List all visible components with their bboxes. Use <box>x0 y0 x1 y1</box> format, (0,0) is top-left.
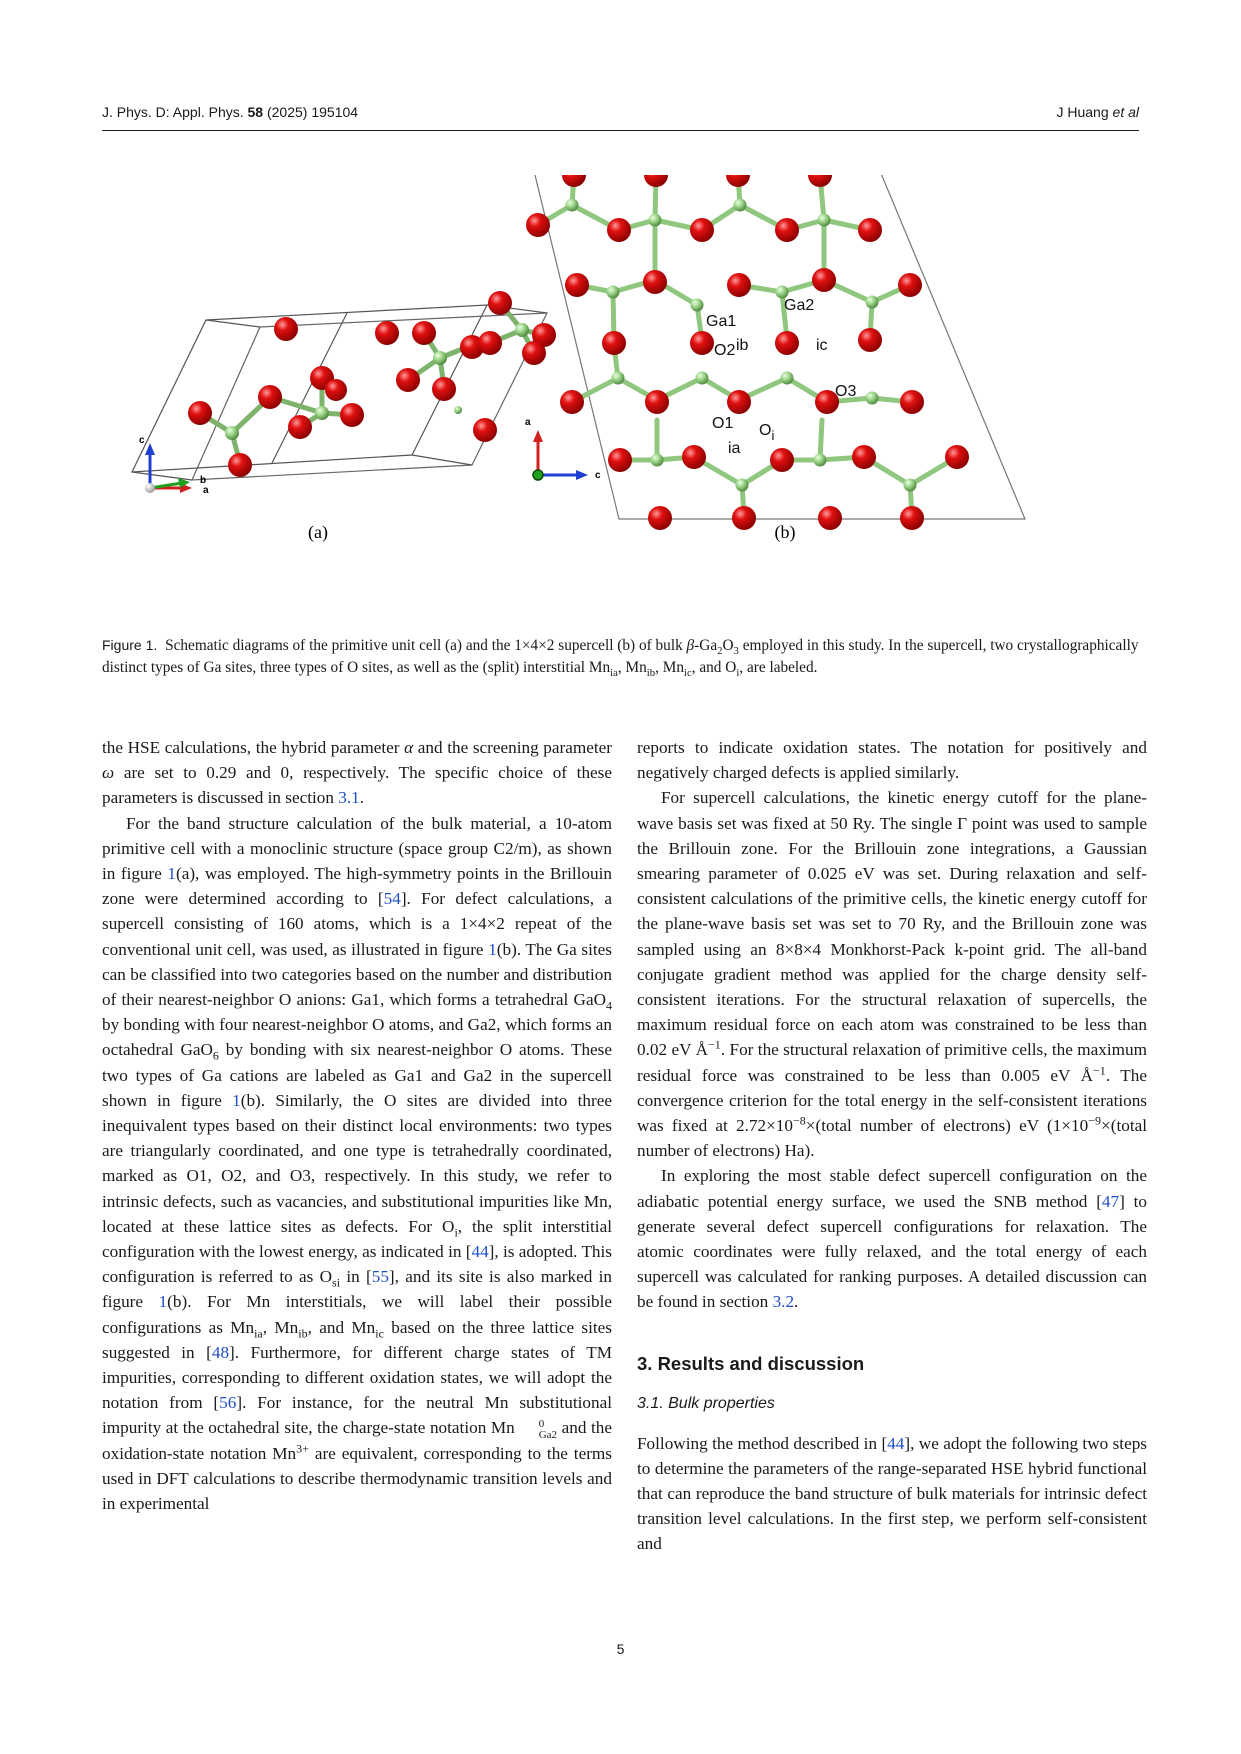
right-column <box>637 735 1147 1557</box>
figure-caption: Figure 1. Schematic diagrams of the primitive unit cell (a) and the 1×4×2 supercell (b) of bulk $\beta-Ga_2O_3$ employed in this study. In the supercell, two crystallographically distinct types of Ga sites, three types of O sites, as well as the (split) interstitial $Mn_{ia}$, $Mn_{ib}$, $Mn_{ic}$, and $O_i$, are labeled. <box>102 637 1139 680</box>
axis-c-label-a: c <box>139 435 145 446</box>
right-paragraph-4: Following the method described in [44], we adopt the following two steps to determine the parameters of the range-separated HSE hybrid functional that can reproduce the band structure of bulk materials for intrinsic defect transition level calculations. In the first step, we perform self-consistent and <box>637 1433 1147 1554</box>
ref-link-56[interactable]: 56 <box>219 1393 237 1413</box>
running-header <box>102 104 1139 126</box>
ref-link-48[interactable]: 48 <box>211 1342 230 1362</box>
journal-citation: J. Phys. D: Appl. Phys. 58 (2025) 195104 <box>102 104 359 120</box>
section-link-3-2[interactable]: 3.2 <box>772 1292 795 1312</box>
label-ic: ic <box>816 337 828 354</box>
page-number: 5 <box>616 1641 625 1657</box>
left-column <box>102 735 612 1516</box>
right-paragraph-1: reports to indicate oxidation states. The notation for positively and negatively charged defects is applied similarly. <box>637 738 1147 783</box>
axis-a-label-a: a <box>203 485 209 496</box>
label-ib: ib <box>736 337 749 354</box>
figure-1-graphic <box>102 175 1139 625</box>
header-rule <box>102 130 1139 131</box>
label-oi: $O_i$ <box>759 422 775 443</box>
figure-link-1[interactable]: 1 <box>232 1090 241 1110</box>
left-paragraph-2: For the band structure calculation of the bulk material, a 10-atom primitive cell with a monoclinic structure (space group C2/m), as shown in figure 1(a), was employed. The high-symmetry points in the Brillouin zone were determined according to [54]. For defect calculations, a supercell consisting of 160 atoms, which is a 1×4×2 repeat of the conventional unit cell, was used, as illustrated in figure 1(b). The Ga sites can be classified into two categories based on the number and distribution of their nearest-neighbor O anions: Ga1, which forms a tetrahedral GaO$_4$ by bonding with four nearest-neighbor O atoms, and Ga2, which forms an octahedral GaO$_6$ by bonding with six nearest-neighbor O atoms. These two types of Ga cations are labeled as Ga1 and Ga2 in the supercell shown in figure 1(b). Similarly, the O sites are divided into three inequivalent types based on their distinct local environments: two types are triangularly coordinated, and one type is tetrahedrally coordinated, marked as O1, O2, and O3, respectively. In this study, we refer to intrinsic defects, such as vacancies, and substitutional impurities like Mn, located at these lattice sites as defects. For $O_i$, the split interstitial configuration with the lowest energy, as indicated in [44], is adopted. This configuration is referred to as $O_{si}$ in [55], and its site is also marked in figure 1(b). For Mn interstitials, we will label their possible configurations as $Mn_{ia}$, $Mn_{ib}$, and $Mn_{ic}$ based on the three lattice sites suggested in [48]. Furthermore, for different charge states of TM impurities, corresponding to different oxidation states, we will adopt the notation from [56]. For instance, for the neutral Mn substitutional impurity at the octahedral site, the charge-state notation Mn 0 Ga2 and the oxidation-state notation $Mn^{3+}$ are equivalent, corresponding to the terms used in DFT calculations to describe thermodynamic transition levels and in experimental <box>102 813 613 1514</box>
panel-b-structure <box>525 175 1025 543</box>
label-ia: ia <box>728 440 741 457</box>
label-ga1: Ga1 <box>706 313 737 330</box>
label-o1: O1 <box>712 415 734 432</box>
left-paragraph-1: the HSE calculations, the hybrid parameter α and the screening parameter ω are set to 0.29 and 0, respectively. The specific choice of these parameters is discussed in section 3.1. <box>102 738 612 808</box>
section-title: 3. Results and discussion <box>637 1352 865 1374</box>
figure-1 <box>102 175 1139 625</box>
panel-b-axes <box>525 417 601 481</box>
figure-link-1[interactable]: 1 <box>167 864 176 884</box>
figure-link-1[interactable]: 1 <box>158 1292 168 1312</box>
axis-c-label-b: c <box>595 470 601 481</box>
author-line: J Huang et al <box>1056 104 1139 120</box>
subsection-title: 3.1. Bulk properties <box>637 1394 775 1412</box>
label-ga2: Ga2 <box>784 297 815 314</box>
label-o3: O3 <box>835 383 857 400</box>
axis-a-label-b: a <box>525 417 531 428</box>
panel-a-label: (a) <box>308 522 328 542</box>
ref-link-44[interactable]: 44 <box>471 1242 489 1262</box>
ref-link-55[interactable]: 55 <box>371 1267 389 1287</box>
ref-link-54[interactable]: 54 <box>383 889 401 909</box>
right-paragraph-3: In exploring the most stable defect supercell configuration on the adiabatic potential energy surface, we used the SNB method [47] to generate several defect supercell configurations for relaxation. The atomic coordinates were fully relaxed, and the total energy of each supercell was calculated for ranking purposes. A detailed discussion can be found in section 3.2. <box>637 1166 1147 1312</box>
label-o2: O2 <box>714 342 736 359</box>
panel-b-label: (b) <box>774 522 796 542</box>
axis-b-label-a: b <box>200 475 207 486</box>
panel-a-atoms <box>188 291 556 477</box>
ref-link-47[interactable]: 47 <box>1101 1191 1120 1211</box>
caption-label: Figure 1. <box>102 637 158 653</box>
ref-link-44[interactable]: 44 <box>887 1433 905 1453</box>
panel-a-structure <box>132 291 556 543</box>
right-paragraph-2: For supercell calculations, the kinetic energy cutoff for the plane-wave basis set was fixed at 50 Ry. The single Γ point was used to sample the Brillouin zone. For the Brillouin zone integrations, a Gaussian smearing parameter of 0.025 eV was set. During relaxation and self-consistent calculations of the primitive cells, the kinetic energy cutoff for the plane-wave basis set was set to 70 Ry, and the Brillouin zone was sampled using an 8×8×4 Monkhorst-Pack k-point grid. The all-band conjugate gradient method was applied for the charge density self-consistent iterations. For the structural relaxation of supercells, the maximum residual force on each atom was constrained to be less than 0.02 eV $Å^{-1}$. For the structural relaxation of primitive cells, the maximum residual force was constrained to be less than 0.005 eV $Å^{-1}$. The convergence criterion for the total energy in the self-consistent iterations was fixed at $2.72\times 10^{-8}\times(total$ number of electrons) eV ($1\times 10^{-9}\times(total$ number of electrons) Ha). <box>637 788 1147 1161</box>
section-link-3-1[interactable]: 3.1 <box>338 788 360 808</box>
figure-link-1[interactable]: 1 <box>488 939 497 959</box>
